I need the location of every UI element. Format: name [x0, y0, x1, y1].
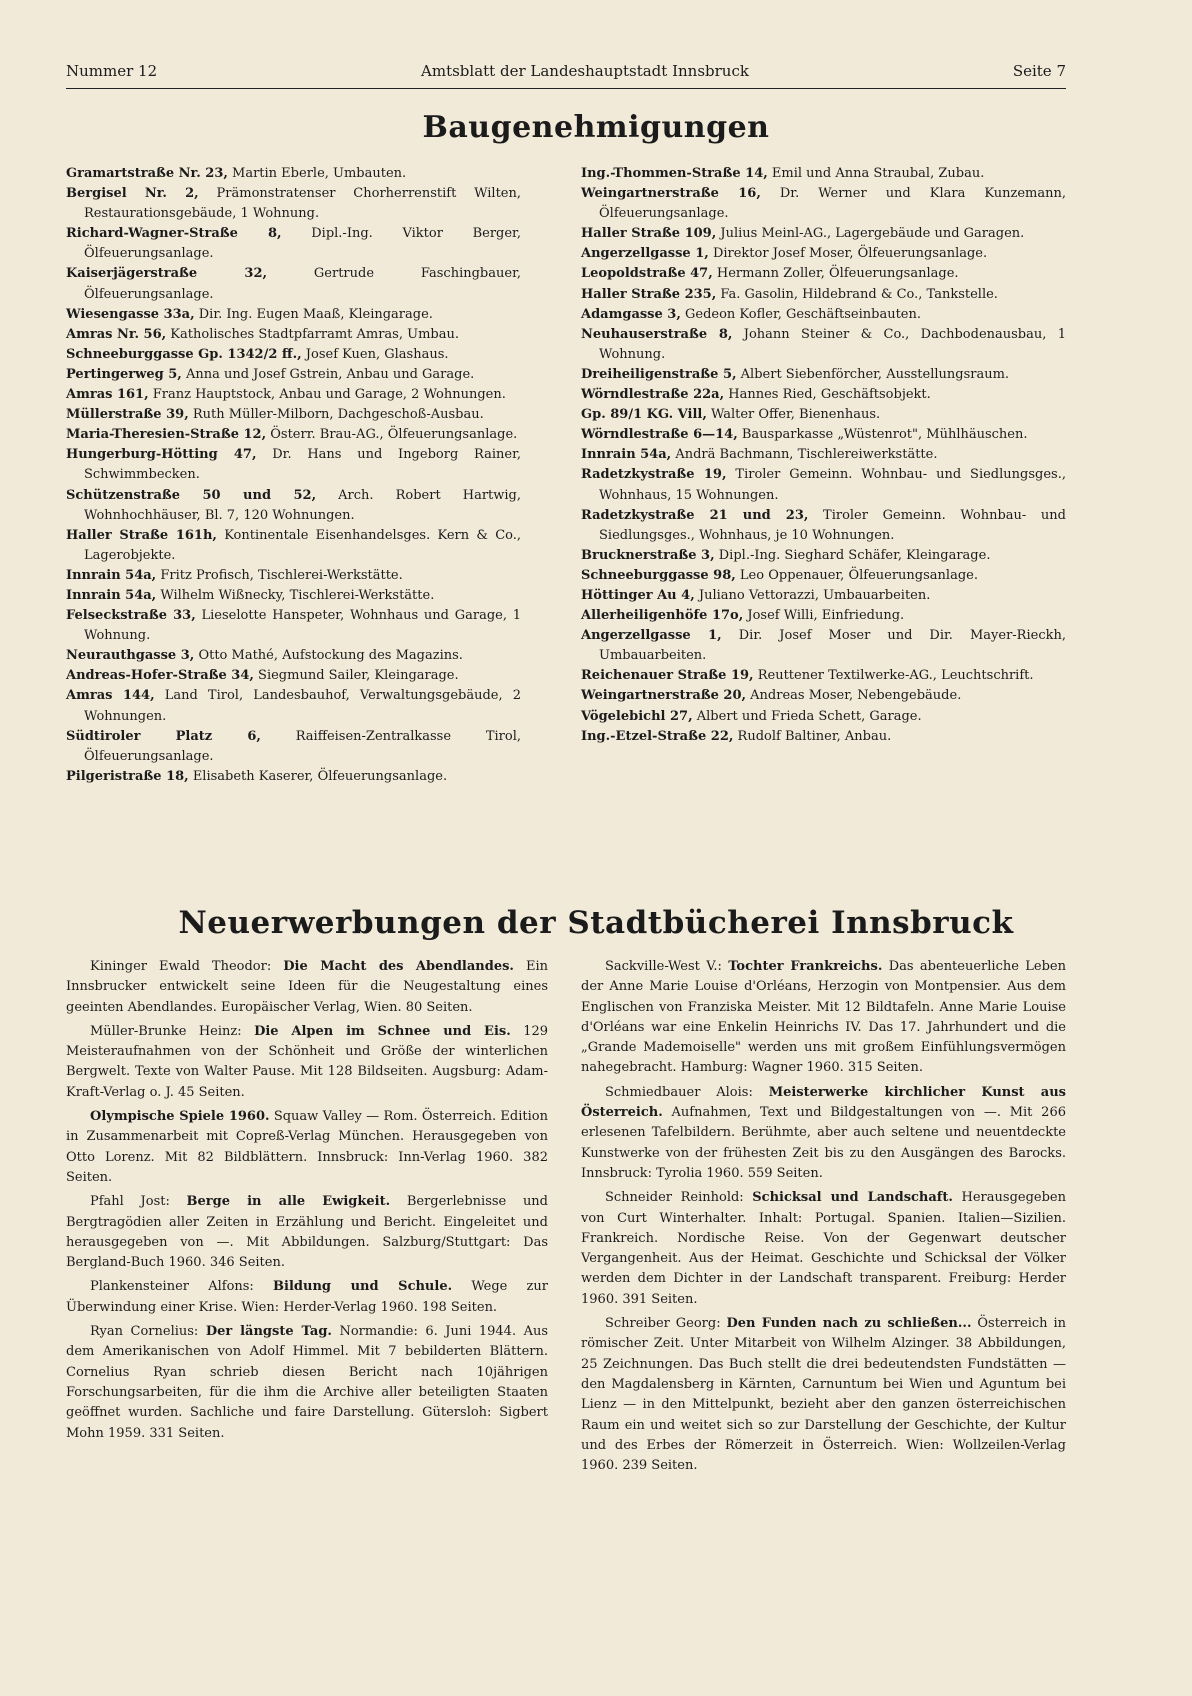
permit-entry	[581, 546, 1066, 566]
book-author: Müller-Brunke Heinz:	[90, 1023, 255, 1039]
permit-details: Martin Eberle, Umbauten.	[227, 166, 407, 181]
book-title: Berge in alle Ewigkeit.	[186, 1194, 391, 1210]
permit-entry	[66, 184, 521, 224]
permit-details: Fritz Profisch, Tischlerei-Werkstätte.	[156, 567, 403, 583]
book-author: Schreiber Georg:	[605, 1316, 727, 1332]
book-description: Squaw Valley — Rom. Österreich. Edition in Zusammenarbeit mit Copreß-Verlag München. Herausgegeben von Otto Lorenz. Mit 82 Bildblättern. Innsbruck: Inn-Verlag 1960. 382 Seiten.	[66, 1109, 548, 1185]
permit-details: Anna und Josef Gstrein, Anbau und Garage.	[181, 366, 475, 382]
permit-details: Prämonstratenser Chorherrenstift Wilten, Restaurationsgebäude, 1 Wohnung.	[84, 186, 521, 222]
permit-entry	[581, 626, 1066, 666]
permit-address: Wiesengasse 33a,	[66, 306, 195, 322]
permit-address: Richard-Wagner-Straße 8,	[66, 226, 282, 242]
issue-number: Nummer 12	[66, 62, 158, 80]
book-entry	[66, 1107, 548, 1188]
book-entry	[66, 957, 548, 1018]
permit-entry	[581, 164, 1066, 184]
permit-entry	[66, 365, 521, 385]
permit-entry	[66, 264, 521, 304]
permit-entry	[66, 727, 521, 767]
permit-entry	[581, 666, 1066, 686]
permit-entry	[581, 566, 1066, 586]
permit-address: Maria-Theresien-Straße 12,	[66, 427, 267, 443]
permit-address: Radetzkystraße 21 und 23,	[581, 507, 809, 523]
permit-address: Allerheiligenhöfe 17o,	[581, 608, 744, 624]
book-description: Wege zur Überwindung einer Krise. Wien: Herder-Verlag 1960. 198 Seiten.	[66, 1279, 548, 1315]
book-author: Sackville-West V.:	[605, 959, 729, 974]
permit-address: Andreas-Hofer-Straße 34,	[66, 668, 254, 684]
permit-entry	[581, 606, 1066, 626]
permit-details: Tiroler Gemeinn. Wohnbau- und Siedlungsges., Wohnhaus, je 10 Wohnungen.	[599, 507, 1066, 543]
permit-entry	[66, 606, 521, 646]
permit-address: Reichenauer Straße 19,	[581, 668, 754, 684]
book-description: Ein Innsbrucker entwickelt seine Ideen für die Neugestaltung eines geeinten Abendlandes. Europäischer Verlag, Wien. 80 Seiten.	[66, 959, 548, 1015]
book-author: Schmiedbauer Alois:	[605, 1084, 769, 1100]
book-description: Normandie: 6. Juni 1944. Aus dem Amerikanischen von Adolf Himmel. Mit 7 bebilderten Blättern. Cornelius Ryan schrieb diesen Bericht nach 10jährigen Forschungsarbeiten, für die ihm die Archive aller beteiligten Staaten geöffnet wurden. Sachliche und faire Darstellung. Gütersloh: Sigbert Mohn 1959. 331 Seiten.	[66, 1324, 548, 1441]
book-title: Tochter Frankreichs.	[728, 959, 883, 974]
permit-details: Siegmund Sailer, Kleingarage.	[253, 668, 459, 684]
book-author: Kininger Ewald Theodor:	[90, 959, 284, 974]
permit-entry	[581, 465, 1066, 505]
permit-details: Reuttener Textilwerke-AG., Leuchtschrift.	[753, 668, 1034, 684]
permit-details: Dir. Josef Moser und Dir. Mayer-Rieckh, Umbauarbeiten.	[599, 628, 1066, 664]
permit-entry	[581, 385, 1066, 405]
permit-address: Amras 161,	[66, 387, 149, 403]
page-number: Seite 7	[1012, 62, 1066, 80]
permit-address: Pertingerweg 5,	[66, 366, 182, 382]
book-author: Plankensteiner Alfons:	[90, 1279, 274, 1295]
acquisitions-column-right	[581, 957, 1066, 1480]
permit-entry	[581, 184, 1066, 224]
permit-details: Gertrude Faschingbauer, Ölfeuerungsanlage.	[84, 266, 521, 302]
permit-details: Juliano Vettorazzi, Umbauarbeiten.	[694, 587, 931, 603]
permit-address: Kaiserjägerstraße 32,	[66, 266, 268, 282]
permit-details: Andreas Moser, Nebengebäude.	[746, 688, 962, 704]
permit-address: Südtiroler Platz 6,	[66, 728, 261, 744]
permit-address: Leopoldstraße 47,	[581, 266, 713, 282]
permit-details: Hermann Zoller, Ölfeuerungsanlage.	[712, 266, 959, 282]
permit-details: Arch. Robert Hartwig, Wohnhochhäuser, Bl. 7, 120 Wohnungen.	[84, 487, 521, 523]
section-title-baugenehmigungen: Baugenehmigungen	[422, 110, 770, 145]
permit-address: Amras Nr. 56,	[66, 326, 167, 342]
permit-address: Radetzkystraße 19,	[581, 467, 727, 483]
permit-entry	[581, 224, 1066, 244]
permit-address: Höttinger Au 4,	[581, 587, 695, 603]
permit-details: Walter Offer, Bienenhaus.	[706, 407, 881, 423]
permit-details: Franz Hauptstock, Anbau und Garage, 2 Wohnungen.	[148, 387, 506, 403]
permit-details: Josef Kuen, Glashaus.	[301, 346, 449, 362]
permit-address: Angerzellgasse 1,	[581, 246, 709, 262]
permit-address: Innrain 54a,	[66, 587, 157, 603]
permit-entry	[581, 365, 1066, 385]
permit-details: Albert und Frieda Schett, Garage.	[692, 708, 922, 724]
permit-details: Rudolf Baltiner, Anbau.	[733, 728, 892, 744]
permit-entry	[66, 445, 521, 485]
permit-details: Emil und Anna Straubal, Zubau.	[767, 166, 985, 181]
permit-address: Haller Straße 109,	[581, 226, 717, 242]
permit-entry	[581, 707, 1066, 727]
permit-details: Gedeon Kofler, Geschäftseinbauten.	[680, 306, 921, 322]
permit-details: Hannes Ried, Geschäftsobjekt.	[724, 387, 931, 403]
permit-details: Österr. Brau-AG., Ölfeuerungsanlage.	[266, 427, 518, 443]
permit-entry	[66, 686, 521, 726]
permit-entry	[66, 666, 521, 686]
book-entry	[581, 1188, 1066, 1310]
permit-details: Dr. Werner und Klara Kunzemann, Ölfeuerungsanlage.	[599, 186, 1066, 222]
permit-address: Dreiheiligenstraße 5,	[581, 366, 737, 382]
permit-details: Lieselotte Hanspeter, Wohnhaus und Garage, 1 Wohnung.	[84, 608, 521, 644]
permit-entry	[581, 244, 1066, 264]
book-entry	[66, 1192, 548, 1273]
permit-entry	[581, 405, 1066, 425]
permit-address: Wörndlestraße 22a,	[581, 387, 725, 403]
book-description: Österreich in römischer Zeit. Unter Mitarbeit von Wilhelm Alzinger. 38 Abbildungen, 25 Zeichnungen. Das Buch stellt die drei bedeutendsten Fundstätten — den Magdalensberg in Kärnten, Carnuntum bei Wien und Aguntum bei Lienz — in den Mittelpunkt, bezieht aber den ganzen österreichischen Raum ein und weitet sich so zur Darstellung der Geschichte, der Kultur und des Erbes der Römerzeit in Österreich. Wien: Wollzeilen-Verlag 1960. 239 Seiten.	[581, 1316, 1066, 1474]
permit-address: Bergisel Nr. 2,	[66, 186, 199, 202]
book-description: Das abenteuerliche Leben der Anne Marie Louise d'Orléans, Herzogin von Montpensier. Aus dem Englischen von Franziska Meister. Mit 12 Bildtafeln. Anne Marie Louise d'Orléans war eine Enkelin Heinrichs IV. Das 17. Jahrhundert und die „Grande Mademoiselle" werden uns mit großem Einfühlungsvermögen nahegebracht. Hamburg: Wagner 1960. 315 Seiten.	[581, 959, 1066, 1076]
permit-address: Neurauthgasse 3,	[66, 648, 195, 664]
permit-entry	[581, 425, 1066, 445]
permit-address: Müllerstraße 39,	[66, 407, 189, 423]
permit-details: Albert Siebenförcher, Ausstellungsraum.	[736, 366, 1010, 382]
permit-address: Haller Straße 235,	[581, 286, 717, 302]
permit-details: Tiroler Gemeinn. Wohnbau- und Siedlungsges., Wohnhaus, 15 Wohnungen.	[599, 467, 1066, 503]
book-author: Schneider Reinhold:	[605, 1190, 753, 1206]
permit-address: Brucknerstraße 3,	[581, 547, 715, 563]
book-author: Pfahl Jost:	[90, 1194, 187, 1210]
permit-address: Gramartstraße Nr. 23,	[66, 166, 228, 181]
book-author: Ryan Cornelius:	[90, 1324, 206, 1340]
permit-details: Dipl.-Ing. Viktor Berger, Ölfeuerungsanlage.	[84, 226, 521, 262]
acquisitions-column-left	[66, 957, 548, 1448]
book-entry	[581, 957, 1066, 1079]
permit-details: Dr. Hans und Ingeborg Rainer, Schwimmbecken.	[84, 447, 521, 483]
book-description: Bergerlebnisse und Bergtragödien aller Zeiten in Erzählung und Bericht. Eingeleitet und herausgegeben von —. Mit Abbildungen. Salzburg/Stuttgart: Das Bergland-Buch 1960. 346 Seiten.	[66, 1194, 549, 1271]
permit-address: Angerzellgasse 1,	[581, 628, 722, 644]
permit-address: Innrain 54a,	[66, 567, 157, 583]
permit-details: Katholisches Stadtpfarramt Amras, Umbau.	[166, 326, 459, 342]
book-entry	[66, 1277, 548, 1318]
permit-entry	[66, 566, 521, 586]
permit-address: Vögelebichl 27,	[581, 708, 693, 724]
book-title: Die Alpen im Schnee und Eis.	[254, 1023, 511, 1039]
permit-details: Andrä Bachmann, Tischlereiwerkstätte.	[671, 447, 938, 463]
permit-address: Wörndlestraße 6—14,	[581, 427, 738, 443]
permit-address: Haller Straße 161h,	[66, 527, 217, 543]
permit-address: Innrain 54a,	[581, 447, 672, 463]
permit-address: Ing.-Etzel-Straße 22,	[581, 728, 734, 744]
permit-entry	[581, 727, 1066, 747]
permit-entry	[66, 305, 521, 325]
permit-details: Raiffeisen-Zentralkasse Tirol, Ölfeuerungsanlage.	[84, 728, 521, 764]
book-title: Meisterwerke kirchlicher Kunst aus Österreich.	[581, 1084, 1066, 1121]
permit-entry	[66, 325, 521, 345]
book-entry	[66, 1322, 548, 1444]
permit-address: Weingartnerstraße 16,	[581, 186, 761, 202]
permit-entry	[581, 445, 1066, 465]
running-head	[66, 62, 1066, 84]
permit-entry	[66, 164, 521, 184]
permit-details: Wilhelm Wißnecky, Tischlerei-Werkstätte.	[156, 587, 435, 603]
book-title: Bildung und Schule.	[273, 1279, 453, 1295]
permit-details: Bausparkasse „Wüstenrot", Mühlhäuschen.	[737, 427, 1028, 443]
permit-address: Schneeburggasse 98,	[581, 567, 736, 583]
permit-entry	[66, 425, 521, 445]
book-title: Schicksal und Landschaft.	[752, 1190, 953, 1206]
permit-details: Otto Mathé, Aufstockung des Magazins.	[194, 648, 463, 664]
permit-entry	[66, 486, 521, 526]
permit-address: Weingartnerstraße 20,	[581, 688, 747, 704]
permit-entry	[66, 405, 521, 425]
header-rule	[66, 88, 1066, 89]
permits-column-left	[66, 164, 521, 787]
permit-entry	[66, 767, 521, 787]
permit-address: Neuhauserstraße 8,	[581, 326, 733, 342]
permit-details: Ruth Müller-Milborn, Dachgeschoß-Ausbau.	[188, 407, 484, 423]
permit-entry	[66, 586, 521, 606]
permit-entry	[581, 264, 1066, 284]
book-title: Den Funden nach zu schließen...	[726, 1316, 972, 1332]
permit-details: Dipl.-Ing. Sieghard Schäfer, Kleingarage.	[714, 547, 991, 563]
permit-details: Julius Meinl-AG., Lagergebäude und Garagen.	[716, 226, 1025, 242]
permit-details: Land Tirol, Landesbauhof, Verwaltungsgebäude, 2 Wohnungen.	[84, 688, 521, 724]
book-entry	[581, 1083, 1066, 1184]
permit-details: Fa. Gasolin, Hildebrand & Co., Tankstelle.	[716, 286, 998, 302]
permit-address: Schützenstraße 50 und 52,	[66, 487, 317, 503]
permit-address: Amras 144,	[66, 688, 155, 704]
permit-entry	[66, 646, 521, 666]
permit-details: Johann Steiner & Co., Dachbodenausbau, 1 Wohnung.	[599, 326, 1066, 362]
permit-address: Pilgeristraße 18,	[66, 768, 189, 784]
permit-details: Elisabeth Kaserer, Ölfeuerungsanlage.	[188, 768, 448, 784]
permit-address: Adamgasse 3,	[581, 306, 681, 322]
permit-entry	[581, 686, 1066, 706]
book-description: Aufnahmen, Text und Bildgestaltungen von —. Mit 266 erlesenen Tafelbildern. Berühmte, aber auch seltene und neuentdeckte Kunstwerke von der frühesten Zeit bis zu den Ausgängen des Barocks. Innsbruck: Tyrolia 1960. 559 Seiten.	[581, 1105, 1066, 1181]
book-title: Der längste Tag.	[205, 1324, 332, 1340]
permit-address: Ing.-Thommen-Straße 14,	[581, 166, 768, 181]
permit-details: Kontinentale Eisenhandelsges. Kern & Co., Lagerobjekte.	[84, 527, 521, 563]
permit-entry	[581, 506, 1066, 546]
permit-details: Josef Willi, Einfriedung.	[743, 608, 905, 624]
permit-details: Leo Oppenauer, Ölfeuerungsanlage.	[735, 567, 978, 583]
book-description: 129 Meisteraufnahmen von der Schönheit und Größe der winterlichen Bergwelt. Texte von Walter Pause. Mit 128 Bildseiten. Augsburg: Adam-Kraft-Verlag o. J. 45 Seiten.	[66, 1023, 549, 1100]
section-title-neuerwerbungen: Neuerwerbungen der Stadtbücherei Innsbruck	[178, 905, 1014, 941]
book-title: Olympische Spiele 1960.	[90, 1109, 270, 1125]
book-title: Die Macht des Abendlandes.	[283, 959, 514, 974]
permit-entry	[66, 224, 521, 264]
permit-entry	[66, 526, 521, 566]
permit-details: Dir. Ing. Eugen Maaß, Kleingarage.	[194, 306, 433, 322]
permit-entry	[581, 285, 1066, 305]
permit-entry	[66, 385, 521, 405]
permit-entry	[66, 345, 521, 365]
book-entry	[581, 1314, 1066, 1476]
permit-details: Direktor Josef Moser, Ölfeuerungsanlage.	[708, 246, 988, 262]
permit-entry	[581, 586, 1066, 606]
permit-address: Schneeburggasse Gp. 1342/2 ff.,	[66, 346, 302, 362]
permit-address: Hungerburg-Hötting 47,	[66, 447, 257, 463]
publication-title: Amtsblatt der Landeshauptstadt Innsbruck	[421, 62, 749, 80]
book-entry	[66, 1022, 548, 1103]
permit-entry	[581, 305, 1066, 325]
permit-address: Gp. 89/1 KG. Vill,	[581, 407, 707, 423]
permit-entry	[581, 325, 1066, 365]
book-description: Herausgegeben von Curt Winterhalter. Inhalt: Portugal. Spanien. Italien—Sizilien. Frankreich. Nordische Reise. Von der Gegenwart deutscher Vergangenheit. Aus der Heimat. Geschichte und Schicksal der Völker werden dem Dichter in der Landschaft transparent. Freiburg: Herder 1960. 391 Seiten.	[581, 1190, 1066, 1307]
permits-column-right	[581, 164, 1066, 747]
permit-address: Felseckstraße 33,	[66, 608, 196, 624]
